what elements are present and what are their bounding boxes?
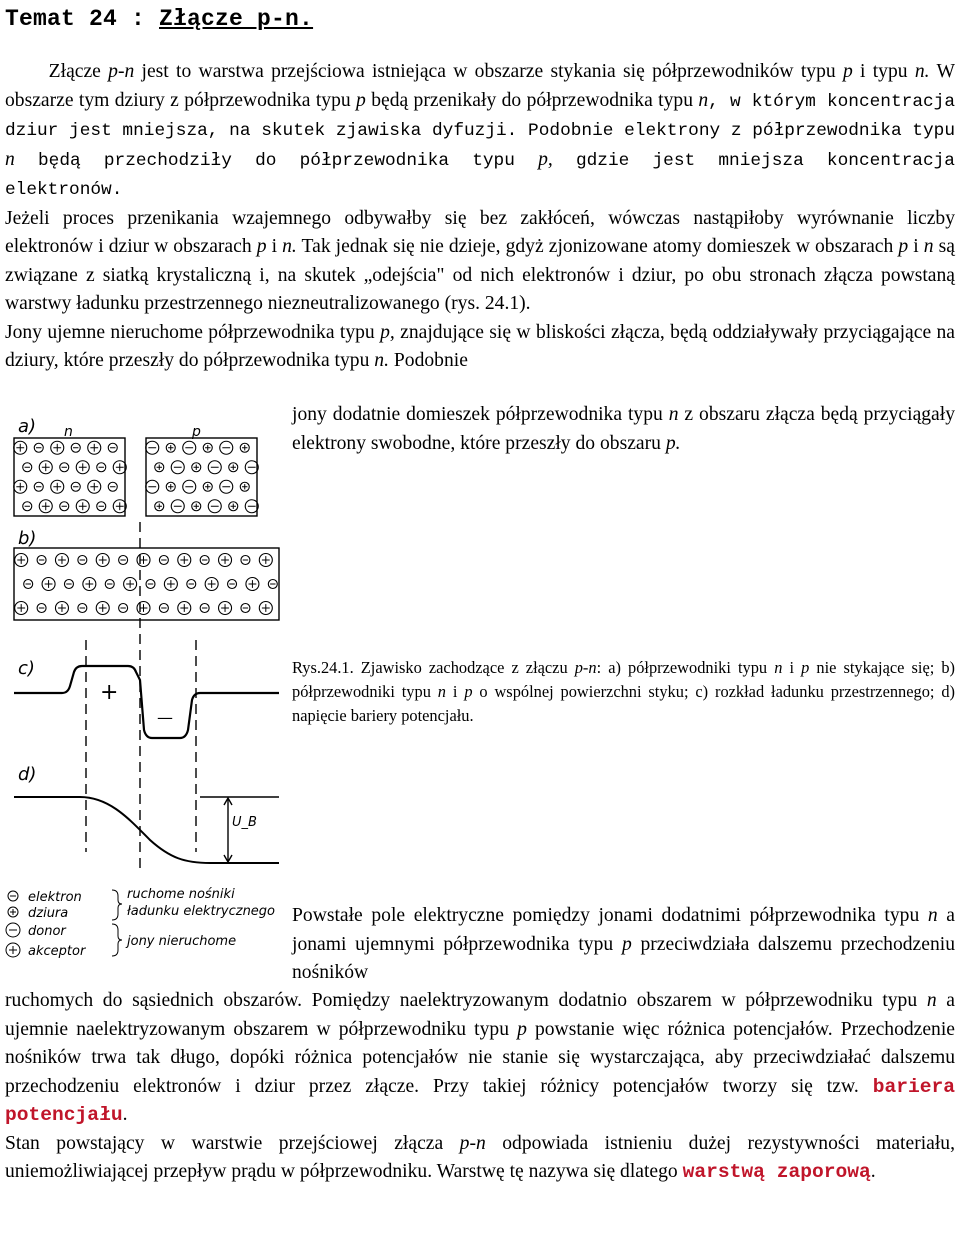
legend-acceptor: akceptor bbox=[28, 944, 86, 959]
p1-run: Złącze bbox=[5, 61, 109, 82]
carrier-icon bbox=[159, 604, 168, 613]
p1-run: i bbox=[908, 236, 924, 257]
barrier-paragraph bbox=[5, 987, 955, 1187]
p-bottom-right-run: n bbox=[927, 905, 938, 926]
ion-icon bbox=[83, 578, 96, 591]
carrier-icon bbox=[105, 580, 114, 589]
field-paragraph bbox=[292, 902, 955, 988]
carrier-icon bbox=[241, 556, 250, 565]
carrier-icon bbox=[78, 556, 87, 565]
legend-electron: elektron bbox=[28, 890, 82, 905]
carrier-icon bbox=[97, 463, 106, 472]
legend-mobile-1: ruchome nośniki bbox=[127, 887, 235, 902]
ion-icon bbox=[164, 578, 177, 591]
p-region-particles bbox=[146, 441, 259, 513]
ion-icon bbox=[245, 461, 258, 474]
ion-icon bbox=[42, 578, 55, 591]
caption-run: i bbox=[445, 682, 465, 701]
ion-icon bbox=[171, 461, 184, 474]
region-p-label: p bbox=[192, 424, 201, 440]
ion-icon bbox=[146, 480, 159, 493]
p-bottom-run: p bbox=[517, 1018, 527, 1040]
ion-icon bbox=[219, 602, 232, 615]
carrier-icon bbox=[240, 443, 249, 452]
page-title bbox=[5, 6, 313, 32]
legend-hole-icon bbox=[8, 907, 18, 917]
carrier-icon bbox=[23, 502, 32, 511]
p1-run: n. bbox=[282, 236, 297, 257]
p1-run: n. bbox=[374, 350, 389, 371]
ion-icon bbox=[183, 480, 196, 493]
figure-labels bbox=[18, 416, 257, 830]
carrier-icon bbox=[240, 482, 249, 491]
caption-run: nie stykające się; b) półprzewodniki typu bbox=[292, 658, 955, 701]
legend-donor: donor bbox=[28, 924, 66, 939]
carrier-icon bbox=[71, 482, 80, 491]
p1-run: n. bbox=[914, 61, 930, 82]
carrier-icon bbox=[166, 482, 175, 491]
legend-acceptor-icon bbox=[6, 943, 20, 957]
carrier-icon bbox=[146, 580, 155, 589]
p1-run: n bbox=[5, 148, 15, 170]
label-d: d) bbox=[18, 764, 37, 785]
carrier-icon bbox=[159, 556, 168, 565]
p1-run: W obszarze tym dziury z półprzewodnika typu bbox=[5, 61, 955, 111]
carrier-icon bbox=[64, 580, 73, 589]
carrier-icon bbox=[108, 482, 117, 491]
p1-run: Tak jednak się nie dzieje, gdyż zjonizowane atomy domieszek w obszarach bbox=[296, 236, 899, 257]
ub-label: U_B bbox=[232, 815, 257, 830]
figure-pn-junction bbox=[0, 400, 290, 870]
p1-run: Jony ujemne nieruchome półprzewodnika typu bbox=[5, 321, 381, 343]
p-bottom-run: n bbox=[926, 990, 937, 1011]
legend-fixed-ions: jony nieruchome bbox=[127, 934, 237, 949]
ion-icon bbox=[15, 554, 28, 567]
charge-curve bbox=[14, 666, 279, 738]
p1-run: znajdujące się w bliskości złącza, będą oddziaływały przyciągające na dziury, które przeszły do półprzewodnika typu bbox=[5, 321, 955, 371]
caption-run: n bbox=[774, 658, 783, 677]
ion-icon bbox=[219, 554, 232, 567]
carrier-icon bbox=[229, 502, 238, 511]
p1-run: p, bbox=[538, 148, 553, 170]
legend-brace-top bbox=[112, 890, 122, 920]
p1-run: Podobnie bbox=[388, 350, 468, 371]
ion-icon bbox=[208, 461, 221, 474]
ion-icon bbox=[137, 602, 150, 615]
ion-icon bbox=[15, 602, 28, 615]
caption-run: p bbox=[801, 658, 810, 677]
ion-icon bbox=[183, 441, 196, 454]
carrier-icon bbox=[23, 463, 32, 472]
ion-icon bbox=[76, 500, 89, 513]
p-right-run: p. bbox=[665, 432, 681, 454]
ion-icon bbox=[96, 602, 109, 615]
ion-icon bbox=[88, 480, 101, 493]
legend-electron-icon bbox=[8, 891, 18, 901]
p-bottom-run: . bbox=[870, 1161, 876, 1182]
carrier-icon bbox=[119, 556, 128, 565]
carrier-icon bbox=[108, 443, 117, 452]
ion-icon bbox=[51, 441, 64, 454]
ion-icon bbox=[96, 554, 109, 567]
p-right-run: jony dodatnie domieszek półprzewodnika typu bbox=[292, 404, 669, 425]
p1-run: będą przechodziły do półprzewodnika typu bbox=[14, 150, 539, 171]
ion-icon bbox=[246, 578, 259, 591]
p1-run: , w którym koncentracja dziur jest mniejsza, na skutek zjawiska dyfuzji. bbox=[5, 91, 955, 141]
caption-run: i bbox=[782, 658, 802, 677]
title-topic: Złącze p-n. bbox=[159, 6, 314, 32]
ion-icon bbox=[14, 480, 27, 493]
p1-run: jest to warstwa przejściowa istniejąca w obszarze stykania się półprzewodników typu bbox=[134, 61, 843, 82]
p1-run: p bbox=[842, 61, 853, 82]
p-bottom-run: bariera potencjału bbox=[5, 1075, 955, 1126]
p1-run: p bbox=[356, 89, 366, 111]
carrier-icon bbox=[228, 580, 237, 589]
region-n-label: n bbox=[64, 424, 73, 440]
carrier-icon bbox=[24, 580, 33, 589]
ion-icon bbox=[55, 602, 68, 615]
carrier-icon bbox=[192, 502, 201, 511]
carrier-icon bbox=[200, 556, 209, 565]
ion-icon bbox=[205, 578, 218, 591]
p1-run: p bbox=[898, 236, 909, 257]
caption-run: : a) półprzewodniki typu bbox=[596, 658, 775, 677]
intro-paragraph bbox=[5, 58, 955, 376]
carrier-icon bbox=[200, 604, 209, 613]
ion-icon bbox=[76, 461, 89, 474]
p1-run: n bbox=[923, 236, 934, 257]
ion-icon bbox=[245, 500, 258, 513]
p-bottom-run: odpowiada istnieniu dużej rezystywności materiału, uniemożliwiającej przepływ prądu w półprzewodniku. Warstwę tę nazywa się dlatego bbox=[5, 1132, 955, 1182]
p-bottom-right-run: p bbox=[621, 933, 632, 955]
carrier-icon bbox=[155, 502, 164, 511]
p-bottom-right-run: Powstałe pole elektryczne pomiędzy jonami dodatnimi półprzewodnika typu bbox=[292, 905, 928, 926]
p1-run: będą przenikały do półprzewodnika typu bbox=[365, 89, 699, 111]
carrier-icon bbox=[229, 463, 238, 472]
p-bottom-run: ruchomych do sąsiednich obszarów. Pomiędzy naelektryzowanym dodatnio obszarem w półprzewodniku typu bbox=[5, 990, 927, 1011]
p-bottom-run: a ujemnie naelektryzowanym obszarem w półprzewodniku typu bbox=[5, 990, 955, 1040]
label-b: b) bbox=[18, 528, 37, 549]
carrier-icon bbox=[241, 604, 250, 613]
ion-icon bbox=[14, 441, 27, 454]
ion-icon bbox=[220, 480, 233, 493]
p-bottom-run: Stan powstający w warstwie przejściowej złącza bbox=[5, 1132, 460, 1154]
caption-run: o wspólnej powierzchni styku; c) rozkład ładunku przestrzennego; d) napięcie bariery potencjału. bbox=[292, 682, 956, 725]
p1-run: Jeżeli proces przenikania wzajemnego odbywałby się bez zakłóceń, wówczas nastąpiłoby wyrównanie liczby elektronów i dziur w obszarach bbox=[5, 207, 955, 257]
minus-charge-label: — bbox=[157, 708, 173, 727]
ion-icon bbox=[178, 602, 191, 615]
plus-charge-label: + bbox=[100, 680, 119, 705]
carrier-icon bbox=[119, 604, 128, 613]
caption-run: p-n bbox=[574, 658, 597, 677]
carrier-icon bbox=[78, 604, 87, 613]
caption-run: p bbox=[464, 682, 473, 701]
title-prefix: Temat 24 : bbox=[5, 6, 160, 32]
ion-icon bbox=[39, 461, 52, 474]
caption-run: n bbox=[437, 682, 446, 701]
carrier-icon bbox=[187, 580, 196, 589]
figure-caption bbox=[292, 656, 955, 728]
p-bottom-run: . bbox=[122, 1104, 128, 1125]
p1-run: Podobnie elektrony z półprzewodnika typu bbox=[517, 121, 955, 141]
p1-run: gdzie jest mniejsza koncentracja elektronów. bbox=[5, 150, 955, 200]
carrier-icon bbox=[60, 502, 69, 511]
p-bottom-run: powstanie więc różnica potencjałów. Przechodzenie nośników trwa tak długo, dopóki różnica potencjałów nie stanie się wystarczająca, aby przeciwdziałać dalszemu przechodzeniu elektronów i dziur przez złącze. Przy takiej różnicy potencjałów tworzy się tzw. bbox=[5, 1018, 955, 1097]
p1-run: p bbox=[256, 236, 267, 257]
ion-icon bbox=[51, 480, 64, 493]
carrier-icon bbox=[192, 463, 201, 472]
n-region-particles bbox=[14, 441, 127, 513]
ion-icon bbox=[137, 554, 150, 567]
p1-run: i bbox=[266, 236, 283, 257]
figure-legend bbox=[0, 884, 276, 969]
ion-icon bbox=[146, 441, 159, 454]
ion-icon bbox=[220, 441, 233, 454]
caption-run: Rys.24.1. Zjawisko zachodzące z złączu bbox=[292, 658, 575, 677]
p1-run: p, bbox=[380, 321, 395, 343]
carrier-icon bbox=[37, 604, 46, 613]
ion-icon bbox=[124, 578, 137, 591]
legend-brace-bottom bbox=[112, 924, 122, 956]
carrier-icon bbox=[34, 443, 43, 452]
carrier-icon bbox=[166, 443, 175, 452]
ion-icon bbox=[259, 554, 272, 567]
ion-icon bbox=[88, 441, 101, 454]
p-bottom-right-run: a jonami ujemnymi półprzewodnika typu bbox=[292, 905, 955, 955]
carrier-icon bbox=[60, 463, 69, 472]
carrier-icon bbox=[203, 443, 212, 452]
potential-curve bbox=[14, 797, 279, 863]
legend-donor-icon bbox=[6, 923, 20, 937]
carrier-icon bbox=[71, 443, 80, 452]
p1-run: n bbox=[698, 89, 709, 111]
ion-icon bbox=[259, 602, 272, 615]
p-bottom-right-run: przeciwdziała dalszemu przechodzeniu nośników bbox=[292, 933, 955, 983]
ion-icon bbox=[55, 554, 68, 567]
carrier-icon bbox=[34, 482, 43, 491]
label-a: a) bbox=[18, 416, 37, 437]
carrier-icon bbox=[155, 463, 164, 472]
p1-run: i typu bbox=[852, 61, 915, 82]
p1-run: są związane z siatką krystaliczną i, na skutek „odejścia" od nich elektronów i dziur, po obu stronach złącza powstaną warstwy ładunku przestrzennego niezneutralizowanego (rys. 24.1). bbox=[5, 236, 955, 314]
ion-icon bbox=[39, 500, 52, 513]
carrier-icon bbox=[97, 502, 106, 511]
legend-hole: dziura bbox=[28, 906, 69, 921]
carrier-icon bbox=[37, 556, 46, 565]
p-bottom-run: warstwą zaporową bbox=[682, 1161, 871, 1183]
ion-icon bbox=[171, 500, 184, 513]
p-bottom-run: p-n bbox=[459, 1132, 486, 1154]
junction-particles bbox=[15, 554, 278, 615]
ion-icon bbox=[178, 554, 191, 567]
carrier-icon bbox=[203, 482, 212, 491]
label-c: c) bbox=[18, 658, 35, 679]
ion-icon bbox=[208, 500, 221, 513]
p1-run: p-n bbox=[108, 61, 135, 82]
legend-mobile-2: ładunku elektrycznego bbox=[127, 904, 276, 919]
ions-paragraph bbox=[292, 401, 955, 458]
carrier-icon bbox=[268, 580, 277, 589]
p-right-run: z obszaru złącza będą przyciągały elektrony swobodne, które przeszły do obszaru bbox=[292, 404, 955, 454]
p-right-run: n bbox=[668, 404, 679, 425]
